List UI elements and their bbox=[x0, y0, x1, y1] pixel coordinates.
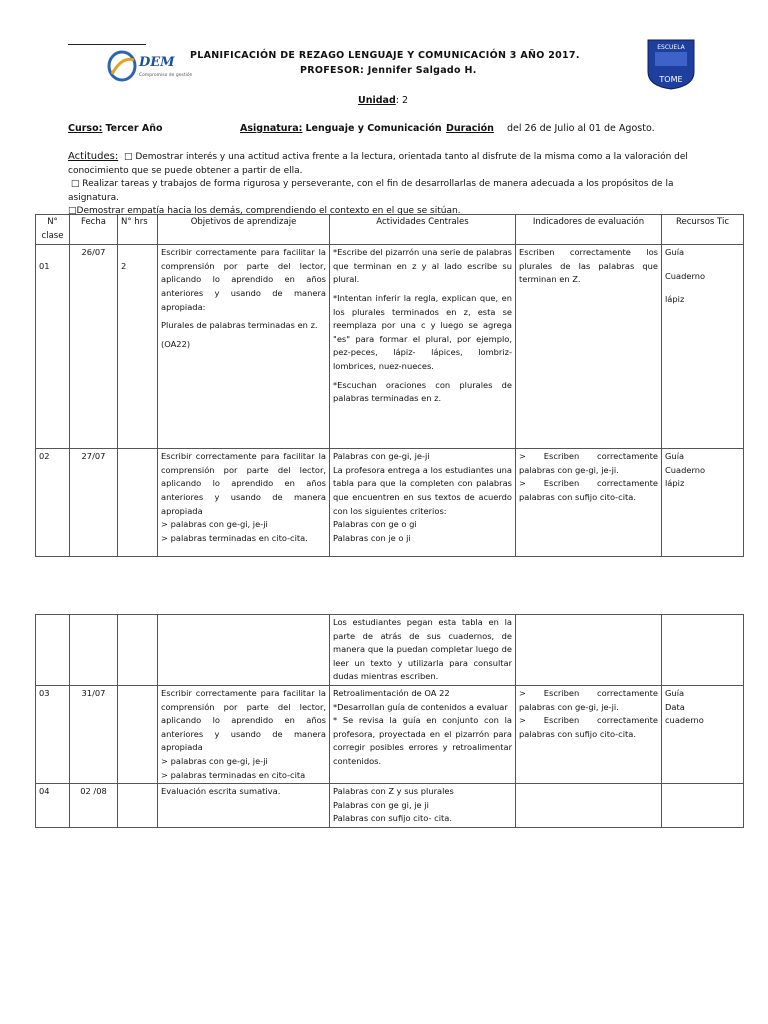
clase-num: 02 bbox=[36, 449, 70, 557]
table-header-row bbox=[36, 215, 744, 245]
duracion-field bbox=[446, 123, 655, 134]
indicadores-cell bbox=[516, 784, 662, 828]
duracion-value: del 26 de Julio al 01 de Agosto. bbox=[506, 123, 655, 134]
table-row bbox=[36, 615, 744, 686]
col-header: N° clase bbox=[36, 215, 70, 245]
curso-value: Tercer Año bbox=[105, 123, 163, 134]
checkbox-glyph-icon: □ bbox=[68, 206, 77, 216]
fecha-cell: 31/07 bbox=[70, 685, 118, 783]
hrs-cell bbox=[118, 784, 158, 828]
table-row bbox=[36, 685, 744, 783]
checkbox-glyph-icon: □ bbox=[70, 179, 80, 189]
actividades-cell: Retroalimentación de OA 22 *Desarrollan guía de contenidos a evaluar * Se revisa la guía en conjunto con la profesora, proyectada en el pizarrón para corregir posibles errores y retroalimentar contenidos. bbox=[330, 685, 516, 783]
col-header: Recursos Tic bbox=[662, 215, 744, 245]
hrs-cell bbox=[118, 685, 158, 783]
objetivos-cell: Evaluación escrita sumativa. bbox=[158, 784, 330, 828]
profesor-label: PROFESOR: bbox=[300, 65, 365, 76]
hrs-cell bbox=[118, 449, 158, 557]
curso-label: Curso: bbox=[68, 123, 103, 134]
planning-table bbox=[35, 214, 744, 557]
col-header: Objetivos de aprendizaje bbox=[158, 215, 330, 245]
clase-num: 04 bbox=[36, 784, 70, 828]
actividades-cell: Palabras con Z y sus plurales Palabras con ge gi, je ji Palabras con sufijo cito- cita. bbox=[330, 784, 516, 828]
recursos-cell: Guía Data cuaderno bbox=[662, 685, 744, 783]
asignatura-label: Asignatura: bbox=[240, 123, 303, 134]
svg-text:DEM: DEM bbox=[139, 55, 175, 70]
clase-num: 01 bbox=[39, 261, 50, 272]
svg-text:ESCUELA: ESCUELA bbox=[657, 44, 685, 51]
objetivos-cell: Escribir correctamente para facilitar la comprensión por parte del lector, aplicando lo aprendido en años anteriores y usando de manera apropiada > palabras con ge-gi, je-ji > palabras terminadas en cito-cita bbox=[158, 685, 330, 783]
objetivos-cell: Escribir correctamente para facilitar la comprensión por parte del lector, aplicando lo aprendido en años anteriores y usando de manera apropiada: Plurales de palabras terminadas en z. (OA22) bbox=[158, 245, 330, 449]
indicadores-cell: > Escriben correctamente palabras con ge-gi, je-ji. > Escriben correctamente palabras con sufijo cito-cita. bbox=[516, 449, 662, 557]
indicadores-cell: > Escriben correctamente palabras con ge-gi, je-ji. > Escriben correctamente palabras con sufijo cito-cita. bbox=[516, 685, 662, 783]
table-row bbox=[36, 245, 744, 449]
recursos-cell bbox=[662, 784, 744, 828]
actividades-cell: *Escribe del pizarrón una serie de palabras que terminan en z y al lado escribe su plural. *Intentan inferir la regla, explican que, en los plurales terminados en z, esta se reemplaza por una c y luego se agrega "es" para formar el plural, por ejemplo, pez-peces, lápiz- lápices, lombriz-lombrices, nuez-nueces. *Escuchan oraciones con plurales de palabras terminadas en z. bbox=[330, 245, 516, 449]
checkbox-glyph-icon: □ bbox=[123, 152, 133, 162]
actitud-1: Demostrar interés y una actitud activa frente a la lectura, orientada tanto al disfrute de la misma como a la valoración del conocimiento que se puede obtener a partir de ella. bbox=[68, 152, 688, 176]
clase-num: 03 bbox=[36, 685, 70, 783]
hrs-cell: 2 bbox=[121, 261, 127, 272]
table-row bbox=[36, 784, 744, 828]
actividades-cell: Palabras con ge-gi, je-ji La profesora entrega a los estudiantes una tabla para que la completen con palabras que encuentren en sus textos de acuerdo con los siguientes criterios: Palabras con ge o gi Palabras con je o ji bbox=[330, 449, 516, 557]
actividades-cell: Los estudiantes pegan esta tabla en la parte de atrás de sus cuadernos, de manera que la puedan completar luego de leer un texto y utilizarla para consultar dudas mientras escriben. bbox=[330, 615, 516, 686]
unidad-line bbox=[358, 95, 408, 106]
col-header: Actividades Centrales bbox=[330, 215, 516, 245]
profesor-line bbox=[300, 65, 477, 76]
indicadores-cell: Escriben correctamente los plurales de las palabras que terminan en Z. bbox=[516, 245, 662, 449]
unidad-value: : 2 bbox=[395, 95, 409, 106]
header-rule bbox=[68, 44, 146, 45]
col-header: N° hrs bbox=[118, 215, 158, 245]
planning-table-continued bbox=[35, 614, 744, 828]
page-title: PLANIFICACIÓN DE REZAGO LENGUAJE Y COMUNICACIÓN 3 AÑO 2017. bbox=[190, 50, 580, 61]
actitudes-label: Actitudes: bbox=[68, 151, 119, 162]
actitud-2: Realizar tareas y trabajos de forma rigurosa y perseverante, con el fin de desarrollarlas de manera adecuada a los propósitos de la asignatura. bbox=[68, 179, 674, 203]
asignatura-value: Lenguaje y Comunicación bbox=[305, 123, 442, 134]
profesor-name: Jennifer Salgado H. bbox=[367, 65, 477, 76]
asignatura-field bbox=[240, 123, 442, 134]
col-header: Indicadores de evaluación bbox=[516, 215, 662, 245]
dem-logo bbox=[106, 46, 192, 84]
objetivos-cell: Escribir correctamente para facilitar la comprensión por parte del lector, aplicando lo aprendido en años anteriores y usando de manera apropiada > palabras con ge-gi, je-ji > palabras terminadas en cito-cita. bbox=[158, 449, 330, 557]
fecha-cell: 02 /08 bbox=[70, 784, 118, 828]
table-row bbox=[36, 449, 744, 557]
duracion-label: Duración bbox=[446, 123, 494, 134]
recursos-cell: Guía Cuaderno lápiz bbox=[662, 245, 744, 449]
svg-text:TOME: TOME bbox=[659, 75, 683, 84]
fecha-cell: 27/07 bbox=[70, 449, 118, 557]
school-crest-logo bbox=[645, 38, 697, 90]
recursos-cell: Guía Cuaderno lápiz bbox=[662, 449, 744, 557]
col-header: Fecha bbox=[70, 215, 118, 245]
svg-text:Compromiso de gestión: Compromiso de gestión bbox=[139, 73, 192, 78]
unidad-label: Unidad bbox=[358, 95, 396, 106]
curso-field bbox=[68, 123, 163, 134]
actitudes-block bbox=[68, 150, 708, 219]
fecha-cell: 26/07 bbox=[70, 245, 118, 449]
actitud-3: Demostrar empatía hacia los demás, comprendiendo el contexto en el que se sitúan. bbox=[76, 206, 461, 216]
